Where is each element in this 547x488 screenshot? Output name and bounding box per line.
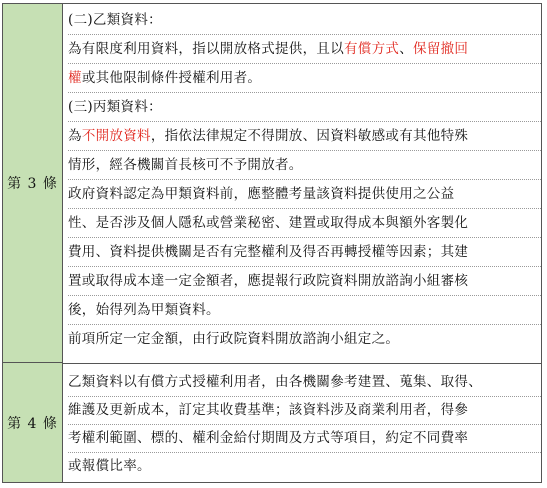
text-segment: ，指依法律規定不得開放、因資料敏感或有其他特殊 <box>150 128 469 144</box>
text-segment: 政府資料認定為甲類資料前，應整體考量該資料提供使用之公益 <box>68 186 455 202</box>
text-line <box>68 93 541 122</box>
text-segment: 費用、資料提供機關是否有完整權利及得否再轉授權等因素；其建 <box>68 244 469 260</box>
text-segment: (二)乙類資料： <box>68 12 162 28</box>
article-3-content <box>63 4 541 364</box>
text-line <box>68 396 541 425</box>
text-line <box>68 325 541 353</box>
text-line <box>68 35 541 64</box>
text-line <box>68 6 541 35</box>
text-line <box>68 368 541 397</box>
article-3-label-text: 第 3 條 <box>7 176 58 192</box>
text-segment: (三)丙類資料： <box>68 99 162 115</box>
text-segment: 性、是否涉及個人隱私或營業秘密、建置或取得成本與額外客製化 <box>68 215 469 231</box>
text-segment: 乙類資料以有償方式授權利用者，由各機關參考建置、蒐集、取得、 <box>68 374 482 390</box>
text-line <box>68 151 541 180</box>
highlighted-text: 有償方式 <box>344 41 400 57</box>
regulation-table <box>2 3 542 483</box>
article-4-label <box>3 363 63 482</box>
text-segment: 或其他限制條件授權利用者。 <box>81 70 262 86</box>
article-4-content <box>63 363 541 482</box>
highlighted-text: 不開放資料 <box>81 128 151 144</box>
text-segment: 維護及更新成本，訂定其收費基準；該資料涉及商業利用者，得參 <box>68 402 469 418</box>
text-line <box>68 267 541 296</box>
text-segment: 、 <box>399 41 414 57</box>
text-segment: 為有限度利用資料，指以開放格式提供，且以 <box>68 41 344 57</box>
highlighted-text: 權 <box>68 70 82 86</box>
text-line <box>68 238 541 267</box>
text-line <box>68 209 541 238</box>
text-line <box>68 64 541 93</box>
text-segment: 後，始得列為甲類資料。 <box>68 302 220 318</box>
text-line <box>68 424 541 453</box>
text-segment: 考權利範圍、標的、權利金給付期間及方式等項目，約定不同費率 <box>68 430 469 446</box>
highlighted-text: 保留撤回 <box>413 41 469 57</box>
text-segment: 或報償比率。 <box>68 458 151 474</box>
text-segment: 前項所定一定金額，由行政院資料開放諮詢小組定之。 <box>68 331 400 347</box>
text-line <box>68 296 541 325</box>
text-segment: 情形，經各機關首長核可不予開放者。 <box>68 157 303 173</box>
text-segment: 為 <box>68 128 82 144</box>
article-3-label <box>3 4 63 363</box>
text-segment: 置或取得成本達一定金額者，應提報行政院資料開放諮詢小組審核 <box>68 273 469 289</box>
text-line <box>68 122 541 151</box>
text-line <box>68 180 541 209</box>
article-4-label-text: 第 4 條 <box>7 415 58 432</box>
text-line <box>68 452 541 480</box>
